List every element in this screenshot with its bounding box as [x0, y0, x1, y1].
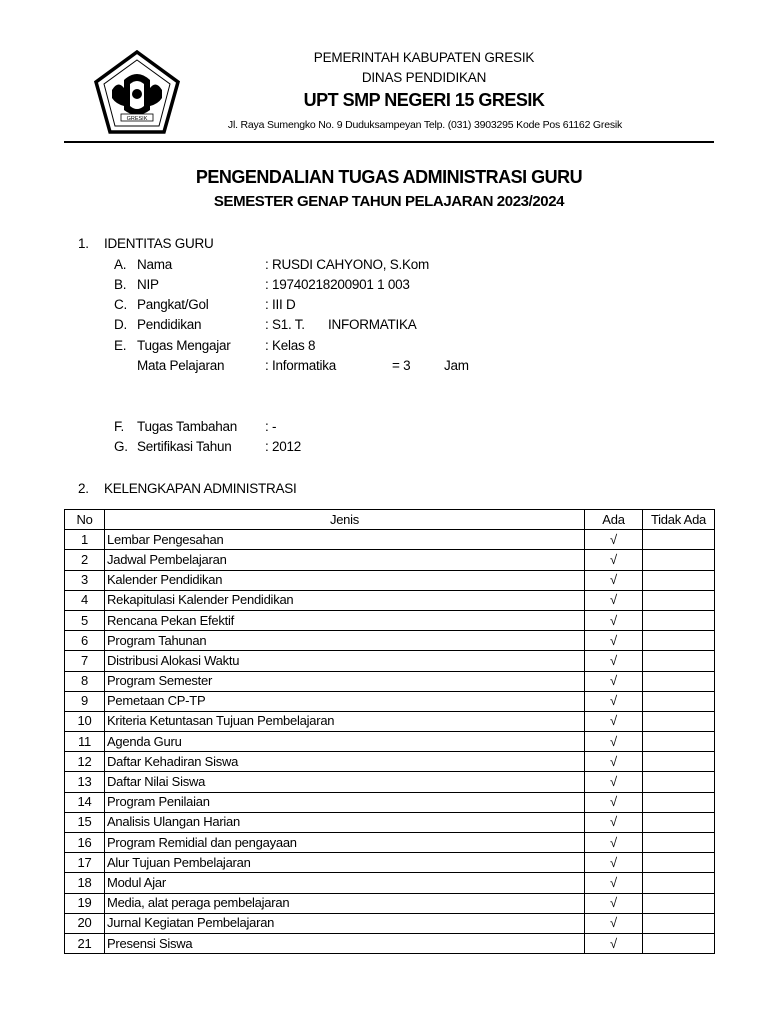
table-row — [65, 792, 715, 812]
table-row — [65, 631, 715, 651]
row-number: 8 — [65, 671, 105, 691]
row-jenis: Presensi Siswa — [105, 933, 585, 953]
row-jenis: Program Semester — [105, 671, 585, 691]
row-ada-check: √ — [585, 792, 643, 812]
table-body — [65, 530, 715, 954]
identity-value: : - — [265, 419, 277, 434]
identity-letter: G. — [114, 439, 128, 454]
column-header-ada: Ada — [585, 510, 643, 530]
identity-label: Tugas Tambahan — [137, 419, 238, 434]
row-ada-check: √ — [585, 853, 643, 873]
identity-label: NIP — [137, 277, 159, 292]
row-number: 1 — [65, 530, 105, 550]
section1-heading: IDENTITAS GURU — [104, 236, 214, 251]
row-ada-check: √ — [585, 833, 643, 853]
row-ada-check: √ — [585, 671, 643, 691]
table-row — [65, 853, 715, 873]
row-number: 5 — [65, 610, 105, 630]
logo-text: GRESIK — [126, 116, 148, 122]
identity-letter: D. — [114, 317, 127, 332]
row-jenis: Jadwal Pembelajaran — [105, 550, 585, 570]
row-number: 14 — [65, 792, 105, 812]
row-ada-check: √ — [585, 711, 643, 731]
table-row — [65, 893, 715, 913]
letterhead-line1: PEMERINTAH KABUPATEN GRESIK — [313, 50, 535, 65]
row-number: 6 — [65, 631, 105, 651]
administration-table — [64, 509, 715, 954]
row-number: 16 — [65, 833, 105, 853]
identity-value: : Kelas 8 — [265, 338, 316, 353]
table-row — [65, 812, 715, 832]
row-jenis: Daftar Kehadiran Siswa — [105, 752, 585, 772]
row-number: 9 — [65, 691, 105, 711]
row-tidak-ada — [643, 651, 715, 671]
row-tidak-ada — [643, 913, 715, 933]
column-header-tidak-ada: Tidak Ada — [643, 510, 715, 530]
row-number: 11 — [65, 732, 105, 752]
row-number: 12 — [65, 752, 105, 772]
row-number: 10 — [65, 711, 105, 731]
section2-heading: KELENGKAPAN ADMINISTRASI — [104, 481, 297, 496]
row-tidak-ada — [643, 570, 715, 590]
identity-value: : 2012 — [265, 439, 302, 454]
identity-letter: A. — [114, 257, 127, 272]
row-jenis: Pemetaan CP-TP — [105, 691, 585, 711]
row-ada-check: √ — [585, 631, 643, 651]
row-number: 18 — [65, 873, 105, 893]
row-jenis: Modul Ajar — [105, 873, 585, 893]
mapel-label: Mata Pelajaran — [137, 358, 225, 373]
letterhead-line2: DINAS PENDIDIKAN — [361, 70, 487, 85]
identity-letter: C. — [114, 297, 127, 312]
row-jenis: Daftar Nilai Siswa — [105, 772, 585, 792]
identity-letter: B. — [114, 277, 127, 292]
row-ada-check: √ — [585, 933, 643, 953]
table-row — [65, 671, 715, 691]
row-jenis: Rencana Pekan Efektif — [105, 610, 585, 630]
row-jenis: Distribusi Alokasi Waktu — [105, 651, 585, 671]
row-jenis: Kalender Pendidikan — [105, 570, 585, 590]
table-row — [65, 913, 715, 933]
row-tidak-ada — [643, 853, 715, 873]
row-jenis: Program Penilaian — [105, 792, 585, 812]
table-row — [65, 732, 715, 752]
row-tidak-ada — [643, 530, 715, 550]
mapel-hours: = 3 — [392, 358, 411, 373]
row-ada-check: √ — [585, 812, 643, 832]
row-jenis: Jurnal Kegiatan Pembelajaran — [105, 913, 585, 933]
row-ada-check: √ — [585, 772, 643, 792]
row-tidak-ada — [643, 590, 715, 610]
table-row — [65, 590, 715, 610]
row-jenis: Lembar Pengesahan — [105, 530, 585, 550]
table-row — [65, 530, 715, 550]
row-tidak-ada — [643, 772, 715, 792]
row-number: 20 — [65, 913, 105, 933]
row-tidak-ada — [643, 671, 715, 691]
row-tidak-ada — [643, 933, 715, 953]
row-tidak-ada — [643, 833, 715, 853]
row-number: 17 — [65, 853, 105, 873]
row-ada-check: √ — [585, 570, 643, 590]
row-ada-check: √ — [585, 590, 643, 610]
identity-value: : III D — [265, 297, 296, 312]
identity-value: : S1. T. — [265, 317, 305, 332]
table-row — [65, 570, 715, 590]
identity-value: : RUSDI CAHYONO, S.Kom — [265, 257, 430, 272]
row-number: 7 — [65, 651, 105, 671]
row-number: 13 — [65, 772, 105, 792]
identity-letter: F. — [114, 419, 125, 434]
table-header-row — [65, 510, 715, 530]
row-number: 19 — [65, 893, 105, 913]
row-number: 4 — [65, 590, 105, 610]
row-number: 2 — [65, 550, 105, 570]
document-subtitle: SEMESTER GENAP TAHUN PELAJARAN 2023/2024 — [213, 193, 565, 210]
row-tidak-ada — [643, 732, 715, 752]
table-row — [65, 933, 715, 953]
document-title: PENGENDALIAN TUGAS ADMINISTRASI GURU — [195, 167, 583, 187]
table-row — [65, 752, 715, 772]
table-row — [65, 550, 715, 570]
identity-label: Sertifikasi Tahun — [137, 439, 232, 454]
gresik-logo — [94, 50, 180, 134]
identity-value-extra: INFORMATIKA — [328, 317, 417, 332]
mapel-unit: Jam — [444, 358, 469, 373]
letterhead-divider — [64, 141, 714, 143]
row-tidak-ada — [643, 893, 715, 913]
section1-number: 1. — [78, 236, 89, 251]
row-tidak-ada — [643, 812, 715, 832]
table-row — [65, 873, 715, 893]
row-ada-check: √ — [585, 752, 643, 772]
row-jenis: Agenda Guru — [105, 732, 585, 752]
identity-label: Pendidikan — [137, 317, 202, 332]
identity-label: Nama — [137, 257, 173, 272]
row-ada-check: √ — [585, 610, 643, 630]
table-row — [65, 610, 715, 630]
row-jenis: Program Remidial dan pengayaan — [105, 833, 585, 853]
row-tidak-ada — [643, 792, 715, 812]
row-ada-check: √ — [585, 691, 643, 711]
row-ada-check: √ — [585, 893, 643, 913]
mapel-value: : Informatika — [265, 358, 337, 373]
row-ada-check: √ — [585, 550, 643, 570]
identity-label: Tugas Mengajar — [137, 338, 231, 353]
row-ada-check: √ — [585, 732, 643, 752]
row-jenis: Alur Tujuan Pembelajaran — [105, 853, 585, 873]
row-jenis: Kriteria Ketuntasan Tujuan Pembelajaran — [105, 711, 585, 731]
table-row — [65, 833, 715, 853]
row-tidak-ada — [643, 873, 715, 893]
identity-value: : 19740218200901 1 003 — [265, 277, 410, 292]
school-name: UPT SMP NEGERI 15 GRESIK — [303, 90, 545, 110]
row-jenis: Media, alat peraga pembelajaran — [105, 893, 585, 913]
row-tidak-ada — [643, 631, 715, 651]
table-row — [65, 711, 715, 731]
row-tidak-ada — [643, 691, 715, 711]
row-tidak-ada — [643, 610, 715, 630]
row-jenis: Analisis Ulangan Harian — [105, 812, 585, 832]
table-row — [65, 691, 715, 711]
row-number: 15 — [65, 812, 105, 832]
school-address: Jl. Raya Sumengko No. 9 Duduksampeyan Telp. (031) 3903295 Kode Pos 61162 Gresik — [227, 119, 623, 131]
identity-letter: E. — [114, 338, 127, 353]
row-ada-check: √ — [585, 873, 643, 893]
row-ada-check: √ — [585, 651, 643, 671]
row-tidak-ada — [643, 711, 715, 731]
row-number: 21 — [65, 933, 105, 953]
row-tidak-ada — [643, 550, 715, 570]
row-ada-check: √ — [585, 530, 643, 550]
column-header-no: No — [65, 510, 105, 530]
section2-number: 2. — [78, 481, 89, 496]
identity-label: Pangkat/Gol — [137, 297, 209, 312]
row-jenis: Rekapitulasi Kalender Pendidikan — [105, 590, 585, 610]
row-tidak-ada — [643, 752, 715, 772]
row-number: 3 — [65, 570, 105, 590]
table-row — [65, 772, 715, 792]
row-ada-check: √ — [585, 913, 643, 933]
row-jenis: Program Tahunan — [105, 631, 585, 651]
table-row — [65, 651, 715, 671]
column-header-jenis: Jenis — [105, 510, 585, 530]
